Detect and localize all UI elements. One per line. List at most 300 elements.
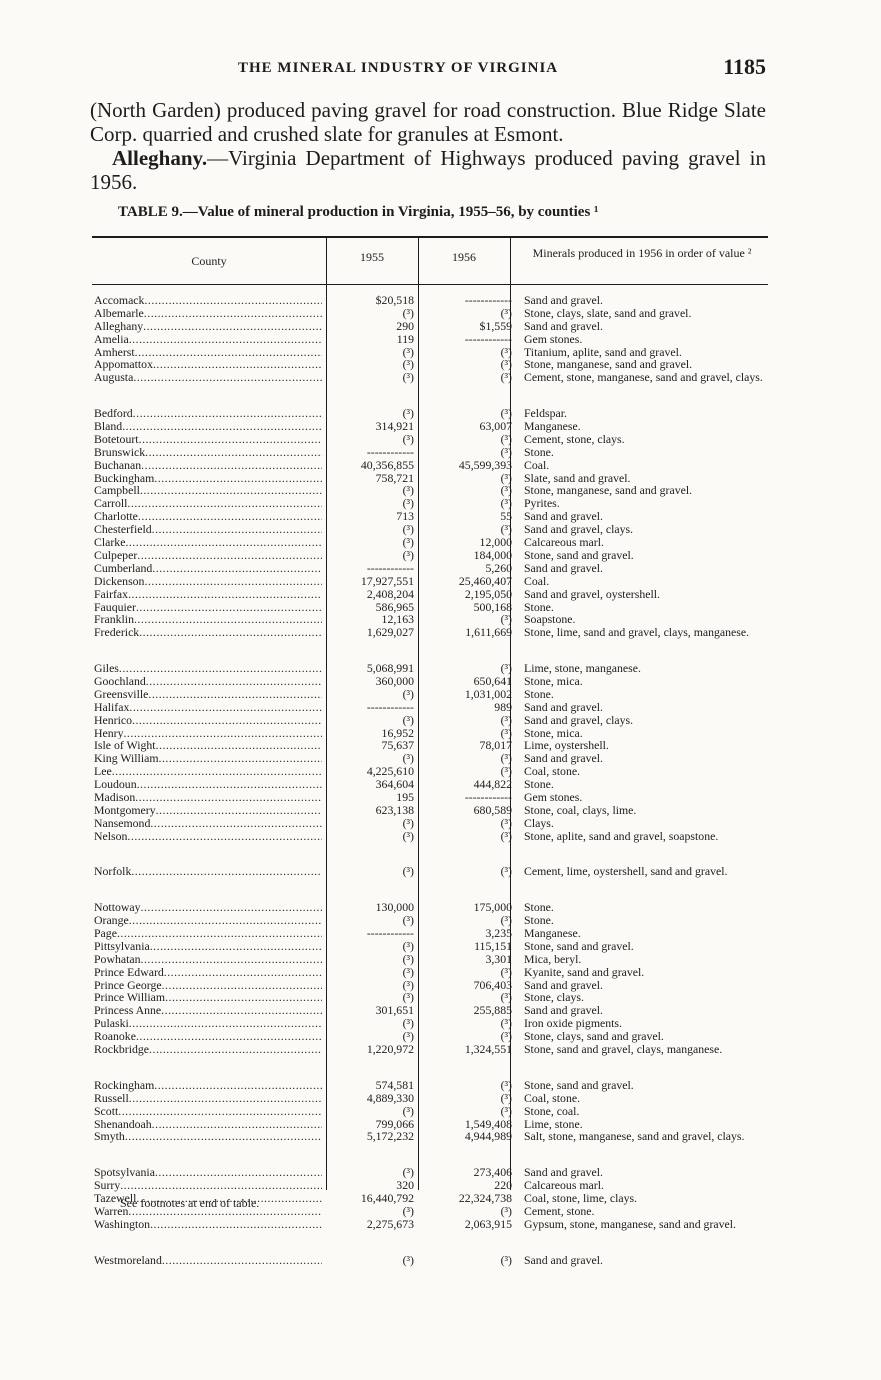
minerals-cell: Stone, mica. bbox=[524, 725, 583, 740]
table-row bbox=[92, 1254, 782, 1267]
value-1956-cell: (³) bbox=[500, 431, 512, 446]
minerals-cell: Manganese. bbox=[524, 926, 581, 941]
county-cell: Surry ..... bbox=[94, 1179, 322, 1192]
minerals-cell: Stone. bbox=[524, 686, 554, 701]
value-1956-cell: (³) bbox=[500, 444, 512, 459]
minerals-cell: Lime, stone, manganese. bbox=[524, 661, 641, 676]
minerals-cell: Soapstone. bbox=[524, 612, 576, 627]
minerals-cell: Pyrites. bbox=[524, 496, 560, 511]
county-cell: Powhatan ..... bbox=[94, 953, 322, 966]
table-row bbox=[92, 1043, 782, 1069]
minerals-cell: Stone, mica. bbox=[524, 673, 583, 688]
minerals-cell: Stone, clays, slate, sand and gravel. bbox=[524, 305, 692, 320]
county-cell: Rockbridge ..... bbox=[94, 1043, 322, 1056]
table-row bbox=[92, 1179, 782, 1192]
minerals-cell: Sand and gravel, clays. bbox=[524, 522, 634, 537]
table-row bbox=[92, 1218, 782, 1244]
value-1956-cell: (³) bbox=[500, 344, 512, 359]
value-1956-cell: 115,151 bbox=[474, 938, 512, 953]
table-row bbox=[92, 562, 782, 575]
table-row bbox=[92, 1166, 782, 1179]
value-1955-cell: 586,965 bbox=[375, 599, 414, 614]
county-cell: Dickenson ..... bbox=[94, 575, 322, 588]
value-1956-cell: 55 bbox=[500, 509, 512, 524]
value-1955-cell: 5,172,232 bbox=[366, 1129, 414, 1144]
table-footnote: See footnotes at end of table. bbox=[120, 1196, 260, 1210]
county-cell: Greensville ..... bbox=[94, 688, 322, 701]
value-1955-cell: 12,163 bbox=[381, 612, 414, 627]
county-cell: Roanoke ..... bbox=[94, 1030, 322, 1043]
minerals-cell: Coal. bbox=[524, 573, 550, 588]
table-row bbox=[92, 626, 782, 652]
minerals-cell: Sand and gravel. bbox=[524, 509, 603, 524]
minerals-cell: Stone, manganese, sand and gravel. bbox=[524, 357, 693, 372]
minerals-cell: Calcareous marl. bbox=[524, 535, 604, 550]
table-row bbox=[92, 1130, 782, 1156]
table-row bbox=[92, 991, 782, 1004]
table-row bbox=[92, 1004, 782, 1017]
value-1956-cell: ------------ bbox=[464, 331, 512, 346]
county-cell: Giles ..... bbox=[94, 662, 322, 675]
value-1956-cell: 3,235 bbox=[485, 926, 512, 941]
table-row bbox=[92, 420, 782, 433]
table-row bbox=[92, 1105, 782, 1118]
minerals-cell: Coal. bbox=[524, 457, 550, 472]
value-1956-cell: 45,599,393 bbox=[458, 457, 512, 472]
value-1956-cell: (³) bbox=[500, 1090, 512, 1105]
table-row bbox=[92, 953, 782, 966]
value-1956-cell: (³) bbox=[500, 305, 512, 320]
intro-paragraph-2 bbox=[90, 146, 766, 194]
value-1956-cell: 1,549,408 bbox=[464, 1116, 512, 1131]
county-cell: Washington ..... bbox=[94, 1218, 322, 1231]
table-row bbox=[92, 865, 782, 891]
minerals-cell: Stone. bbox=[524, 444, 554, 459]
county-cell: Fauquier ..... bbox=[94, 601, 322, 614]
county-cell: Alleghany ..... bbox=[94, 320, 322, 333]
value-1956-cell: $1,559 bbox=[479, 318, 512, 333]
table-row bbox=[92, 701, 782, 714]
value-1955-cell: (³) bbox=[402, 483, 414, 498]
value-1955-cell: (³) bbox=[402, 1165, 414, 1180]
table-row bbox=[92, 727, 782, 740]
table-row bbox=[92, 523, 782, 536]
value-1955-cell: (³) bbox=[402, 1029, 414, 1044]
value-1956-cell: (³) bbox=[500, 470, 512, 485]
minerals-cell: Stone, coal. bbox=[524, 1103, 580, 1118]
table-row bbox=[92, 1017, 782, 1030]
minerals-cell: Kyanite, sand and gravel. bbox=[524, 964, 645, 979]
county-cell: Prince George ..... bbox=[94, 979, 322, 992]
value-1956-cell: (³) bbox=[500, 1029, 512, 1044]
county-cell: Campbell ..... bbox=[94, 484, 322, 497]
county-cell: Albemarle ..... bbox=[94, 307, 322, 320]
value-1955-cell: 320 bbox=[396, 1178, 414, 1193]
table-row bbox=[92, 484, 782, 497]
value-1956-cell: (³) bbox=[500, 1103, 512, 1118]
table-row bbox=[92, 320, 782, 333]
minerals-cell: Lime, stone. bbox=[524, 1116, 583, 1131]
value-1955-cell: ------------ bbox=[366, 560, 414, 575]
value-1955-cell: (³) bbox=[402, 357, 414, 372]
table-row bbox=[92, 333, 782, 346]
county-cell: Nottoway ..... bbox=[94, 901, 322, 914]
minerals-cell: Sand and gravel, oystershell. bbox=[524, 586, 660, 601]
county-cell: Botetourt ..... bbox=[94, 433, 322, 446]
value-1956-cell: (³) bbox=[500, 1077, 512, 1092]
value-1955-cell: 195 bbox=[396, 789, 414, 804]
value-1955-cell: (³) bbox=[402, 547, 414, 562]
minerals-cell: Stone, sand and gravel. bbox=[524, 547, 634, 562]
value-1955-cell: (³) bbox=[402, 938, 414, 953]
table-row bbox=[92, 817, 782, 830]
minerals-cell: Manganese. bbox=[524, 419, 581, 434]
minerals-cell: Sand and gravel. bbox=[524, 1165, 603, 1180]
minerals-cell: Iron oxide pigments. bbox=[524, 1016, 622, 1031]
minerals-cell: Cement, stone. bbox=[524, 1203, 595, 1218]
value-1956-cell: (³) bbox=[500, 751, 512, 766]
county-cell: Pittsylvania ..... bbox=[94, 940, 322, 953]
value-1955-cell: 16,952 bbox=[381, 725, 414, 740]
running-title: THE MINERAL INDUSTRY OF VIRGINIA bbox=[238, 60, 559, 76]
value-1955-cell: (³) bbox=[402, 1103, 414, 1118]
value-1955-cell: 16,440,792 bbox=[360, 1190, 414, 1205]
county-cell: Smyth ..... bbox=[94, 1130, 322, 1143]
value-1955-cell: 360,000 bbox=[375, 673, 414, 688]
minerals-cell: Clays. bbox=[524, 815, 554, 830]
county-cell: Charlotte ..... bbox=[94, 510, 322, 523]
table-row bbox=[92, 459, 782, 472]
minerals-cell: Sand and gravel. bbox=[524, 560, 603, 575]
value-1956-cell: 444,822 bbox=[473, 777, 512, 792]
value-1956-cell: (³) bbox=[500, 370, 512, 385]
minerals-cell: Stone. bbox=[524, 777, 554, 792]
value-1955-cell: 290 bbox=[396, 318, 414, 333]
county-cell: Accomack ..... bbox=[94, 294, 322, 307]
value-1956-cell: ------------ bbox=[464, 789, 512, 804]
value-1956-cell: (³) bbox=[500, 764, 512, 779]
county-cell: Bland ..... bbox=[94, 420, 322, 433]
county-lead-alleghany: Alleghany. bbox=[112, 146, 208, 170]
value-1956-cell: (³) bbox=[500, 1016, 512, 1031]
value-1955-cell: 623,138 bbox=[375, 802, 414, 817]
minerals-cell: Stone, coal, clays, lime. bbox=[524, 802, 637, 817]
value-1956-cell: (³) bbox=[500, 725, 512, 740]
county-cell: Isle of Wight ..... bbox=[94, 739, 322, 752]
county-cell: Appomattox ..... bbox=[94, 358, 322, 371]
county-cell: Brunswick ..... bbox=[94, 446, 322, 459]
value-1956-cell: (³) bbox=[500, 828, 512, 843]
value-1956-cell: (³) bbox=[500, 1252, 512, 1267]
table-row bbox=[92, 804, 782, 817]
county-cell: Fairfax ..... bbox=[94, 588, 322, 601]
county-cell: Rockingham ..... bbox=[94, 1079, 322, 1092]
value-1955-cell: 1,629,027 bbox=[366, 625, 414, 640]
table-row bbox=[92, 510, 782, 523]
county-cell: Clarke ..... bbox=[94, 536, 322, 549]
value-1955-cell: 364,604 bbox=[375, 777, 414, 792]
county-cell: Nelson ..... bbox=[94, 830, 322, 843]
minerals-cell: Feldspar. bbox=[524, 406, 567, 421]
minerals-cell: Coal, stone, lime, clays. bbox=[524, 1190, 638, 1205]
value-1955-cell: 130,000 bbox=[375, 900, 414, 915]
value-1956-cell: 4,944,989 bbox=[464, 1129, 512, 1144]
county-cell: Orange ..... bbox=[94, 914, 322, 927]
minerals-cell: Cement, stone, manganese, sand and gravel, clays. bbox=[524, 370, 763, 385]
value-1955-cell: 4,225,610 bbox=[366, 764, 414, 779]
county-cell: Halifax ..... bbox=[94, 701, 322, 714]
value-1956-cell: (³) bbox=[500, 522, 512, 537]
value-1956-cell: 1,031,002 bbox=[464, 686, 512, 701]
value-1956-cell: 650,641 bbox=[473, 673, 512, 688]
table-row bbox=[92, 446, 782, 459]
value-1955-cell: 2,275,673 bbox=[366, 1216, 414, 1231]
value-1955-cell: (³) bbox=[402, 431, 414, 446]
value-1956-cell: 78,017 bbox=[479, 738, 512, 753]
minerals-cell: Sand and gravel. bbox=[524, 751, 603, 766]
value-1955-cell: 799,066 bbox=[375, 1116, 414, 1131]
minerals-cell: Sand and gravel. bbox=[524, 318, 603, 333]
intro-text bbox=[90, 98, 766, 194]
value-1955-cell: (³) bbox=[402, 305, 414, 320]
minerals-cell: Coal, stone. bbox=[524, 764, 581, 779]
table-row bbox=[92, 588, 782, 601]
minerals-cell: Coal, stone. bbox=[524, 1090, 581, 1105]
county-cell: Spotsylvania ..... bbox=[94, 1166, 322, 1179]
value-1955-cell: (³) bbox=[402, 1203, 414, 1218]
value-1956-cell: 12,000 bbox=[479, 535, 512, 550]
value-1955-cell: 301,651 bbox=[375, 1003, 414, 1018]
county-cell: Prince Edward ..... bbox=[94, 966, 322, 979]
table-row bbox=[92, 407, 782, 420]
table-row bbox=[92, 549, 782, 562]
header-minerals: Minerals produced in 1956 in order of value ² bbox=[532, 246, 752, 260]
minerals-cell: Lime, oystershell. bbox=[524, 738, 609, 753]
table-row bbox=[92, 752, 782, 765]
value-1956-cell: 175,000 bbox=[473, 900, 512, 915]
value-1955-cell: 1,220,972 bbox=[366, 1042, 414, 1057]
county-cell: Frederick ..... bbox=[94, 626, 322, 639]
county-cell: Franklin ..... bbox=[94, 613, 322, 626]
value-1955-cell: ------------ bbox=[366, 444, 414, 459]
minerals-cell: Sand and gravel. bbox=[524, 977, 603, 992]
value-1956-cell: (³) bbox=[500, 864, 512, 879]
table-row bbox=[92, 662, 782, 675]
value-1955-cell: (³) bbox=[402, 344, 414, 359]
county-cell: Bedford ..... bbox=[94, 407, 322, 420]
value-1956-cell: (³) bbox=[500, 964, 512, 979]
minerals-cell: Stone. bbox=[524, 900, 554, 915]
value-1956-cell: (³) bbox=[500, 712, 512, 727]
page-header bbox=[90, 54, 766, 84]
value-1956-cell: (³) bbox=[500, 990, 512, 1005]
minerals-cell: Salt, stone, manganese, sand and gravel, clays. bbox=[524, 1129, 745, 1144]
value-1955-cell: (³) bbox=[402, 1252, 414, 1267]
minerals-cell: Gypsum, stone, manganese, sand and gravel. bbox=[524, 1216, 736, 1231]
county-cell: King William ..... bbox=[94, 752, 322, 765]
value-1955-cell: (³) bbox=[402, 496, 414, 511]
table-row bbox=[92, 1092, 782, 1105]
table-row bbox=[92, 371, 782, 397]
value-1956-cell: 5,260 bbox=[485, 560, 512, 575]
county-cell: Norfolk ..... bbox=[94, 865, 322, 878]
minerals-cell: Mica, beryl. bbox=[524, 951, 582, 966]
value-1956-cell: (³) bbox=[500, 913, 512, 928]
table-row bbox=[92, 791, 782, 804]
value-1956-cell: 989 bbox=[494, 699, 512, 714]
value-1956-cell: 680,589 bbox=[473, 802, 512, 817]
minerals-cell: Cement, lime, oystershell, sand and gravel. bbox=[524, 864, 728, 879]
header-1956: 1956 bbox=[452, 250, 476, 264]
table-row bbox=[92, 601, 782, 614]
minerals-cell: Titanium, aplite, sand and gravel. bbox=[524, 344, 682, 359]
value-1956-cell: (³) bbox=[500, 496, 512, 511]
table-row bbox=[92, 966, 782, 979]
value-1956-cell: 500,168 bbox=[473, 599, 512, 614]
value-1956-cell: 2,063,915 bbox=[464, 1216, 512, 1231]
county-cell: Warren ..... bbox=[94, 1205, 322, 1218]
table-row bbox=[92, 830, 782, 856]
county-cell: Amherst ..... bbox=[94, 346, 322, 359]
value-1956-cell: 220 bbox=[494, 1178, 512, 1193]
value-1955-cell: (³) bbox=[402, 712, 414, 727]
minerals-cell: Sand and gravel. bbox=[524, 293, 603, 307]
minerals-cell: Gem stones. bbox=[524, 789, 583, 804]
value-1956-cell: 1,324,551 bbox=[464, 1042, 512, 1057]
county-cell: Lee ..... bbox=[94, 765, 322, 778]
minerals-cell: Stone, manganese, sand and gravel. bbox=[524, 483, 693, 498]
value-1955-cell: ------------ bbox=[366, 926, 414, 941]
county-cell: Prince William ..... bbox=[94, 991, 322, 1004]
table-body bbox=[92, 294, 782, 1266]
table-row bbox=[92, 714, 782, 727]
value-1955-cell: (³) bbox=[402, 913, 414, 928]
value-1955-cell: (³) bbox=[402, 751, 414, 766]
minerals-cell: Slate, sand and gravel. bbox=[524, 470, 631, 485]
page-number: 1185 bbox=[723, 54, 766, 79]
value-1955-cell: (³) bbox=[402, 864, 414, 879]
table-row bbox=[92, 307, 782, 320]
value-1956-cell: 255,885 bbox=[473, 1003, 512, 1018]
header-1955: 1955 bbox=[360, 250, 384, 264]
county-cell: Princess Anne ..... bbox=[94, 1004, 322, 1017]
value-1955-cell: (³) bbox=[402, 535, 414, 550]
table-row bbox=[92, 688, 782, 701]
value-1956-cell: 25,460,407 bbox=[458, 573, 512, 588]
county-cell: Madison ..... bbox=[94, 791, 322, 804]
county-cell: Buckingham ..... bbox=[94, 472, 322, 485]
minerals-cell: Stone, lime, sand and gravel, clays, manganese. bbox=[524, 625, 750, 640]
table-row bbox=[92, 739, 782, 752]
minerals-cell: Stone, sand and gravel, clays, manganese. bbox=[524, 1042, 723, 1057]
header-county: County bbox=[191, 254, 227, 268]
county-cell: Westmoreland ..... bbox=[94, 1254, 322, 1267]
minerals-cell: Cement, stone, clays. bbox=[524, 431, 625, 446]
value-1955-cell: 17,927,551 bbox=[360, 573, 414, 588]
table-title: TABLE 9.—Value of mineral production in Virginia, 1955–56, by counties ¹ bbox=[118, 204, 599, 220]
table-row bbox=[92, 901, 782, 914]
value-1956-cell: 2,195,050 bbox=[464, 586, 512, 601]
value-1955-cell: 713 bbox=[396, 509, 414, 524]
minerals-cell: Stone, aplite, sand and gravel, soapstone. bbox=[524, 828, 719, 843]
table-row bbox=[92, 940, 782, 953]
table-row bbox=[92, 575, 782, 588]
table-row bbox=[92, 497, 782, 510]
value-1955-cell: (³) bbox=[402, 977, 414, 992]
table-row bbox=[92, 765, 782, 778]
county-cell: Carroll ..... bbox=[94, 497, 322, 510]
minerals-cell: Sand and gravel. bbox=[524, 699, 603, 714]
value-1955-cell: (³) bbox=[402, 522, 414, 537]
county-cell: Tazewell ..... bbox=[94, 1192, 322, 1205]
value-1955-cell: (³) bbox=[402, 990, 414, 1005]
county-cell: Cumberland ..... bbox=[94, 562, 322, 575]
value-1955-cell: (³) bbox=[402, 370, 414, 385]
county-cell: Buchanan ..... bbox=[94, 459, 322, 472]
table-row bbox=[92, 536, 782, 549]
value-1956-cell: 3,301 bbox=[485, 951, 512, 966]
county-cell: Pulaski ..... bbox=[94, 1017, 322, 1030]
value-1956-cell: (³) bbox=[500, 406, 512, 421]
value-1956-cell: 706,403 bbox=[473, 977, 512, 992]
intro-paragraph-2-text: —Virginia Department of Highways produced paving gravel in 1956. bbox=[90, 146, 766, 194]
county-cell: Nansemond ..... bbox=[94, 817, 322, 830]
table-row bbox=[92, 778, 782, 791]
minerals-cell: Stone, sand and gravel. bbox=[524, 938, 634, 953]
value-1955-cell: $20,518 bbox=[375, 293, 414, 307]
value-1955-cell: 758,721 bbox=[375, 470, 414, 485]
minerals-cell: Stone, clays. bbox=[524, 990, 584, 1005]
table-row bbox=[92, 433, 782, 446]
value-1955-cell: 4,889,330 bbox=[366, 1090, 414, 1105]
county-cell: Shenandoah ..... bbox=[94, 1118, 322, 1131]
county-cell: Montgomery ..... bbox=[94, 804, 322, 817]
table-row bbox=[92, 294, 782, 307]
value-1956-cell: 63,007 bbox=[479, 419, 512, 434]
minerals-cell: Gem stones. bbox=[524, 331, 583, 346]
county-cell: Russell ..... bbox=[94, 1092, 322, 1105]
value-1955-cell: (³) bbox=[402, 828, 414, 843]
county-cell: Henrico ..... bbox=[94, 714, 322, 727]
minerals-cell: Sand and gravel. bbox=[524, 1003, 603, 1018]
county-cell: Henry ..... bbox=[94, 727, 322, 740]
value-1956-cell: 184,000 bbox=[473, 547, 512, 562]
county-cell: Amelia ..... bbox=[94, 333, 322, 346]
value-1955-cell: 574,581 bbox=[375, 1077, 414, 1092]
value-1955-cell: 5,068,991 bbox=[366, 661, 414, 676]
value-1956-cell: 22,324,738 bbox=[458, 1190, 512, 1205]
minerals-cell: Stone, clays, sand and gravel. bbox=[524, 1029, 664, 1044]
county-cell: Culpeper ..... bbox=[94, 549, 322, 562]
minerals-cell: Stone. bbox=[524, 913, 554, 928]
value-1955-cell: (³) bbox=[402, 815, 414, 830]
county-cell: Loudoun ..... bbox=[94, 778, 322, 791]
value-1955-cell: 2,408,204 bbox=[366, 586, 414, 601]
value-1956-cell: 273,406 bbox=[473, 1165, 512, 1180]
minerals-cell: Sand and gravel. bbox=[524, 1252, 603, 1267]
intro-paragraph-1: (North Garden) produced paving gravel for road construction. Blue Ridge Slate Corp. quarried and crushed slate for granules at Esmont. bbox=[90, 98, 766, 146]
table-row bbox=[92, 914, 782, 927]
county-cell: Augusta ..... bbox=[94, 371, 322, 384]
county-cell: Chesterfield ..... bbox=[94, 523, 322, 536]
value-1956-cell: (³) bbox=[500, 815, 512, 830]
value-1956-cell: 1,611,669 bbox=[465, 625, 512, 640]
minerals-cell: Calcareous marl. bbox=[524, 1178, 604, 1193]
table-top-rule bbox=[92, 236, 768, 238]
value-1955-cell: (³) bbox=[402, 686, 414, 701]
value-1956-cell: ------------ bbox=[464, 293, 512, 307]
minerals-cell: Stone. bbox=[524, 599, 554, 614]
